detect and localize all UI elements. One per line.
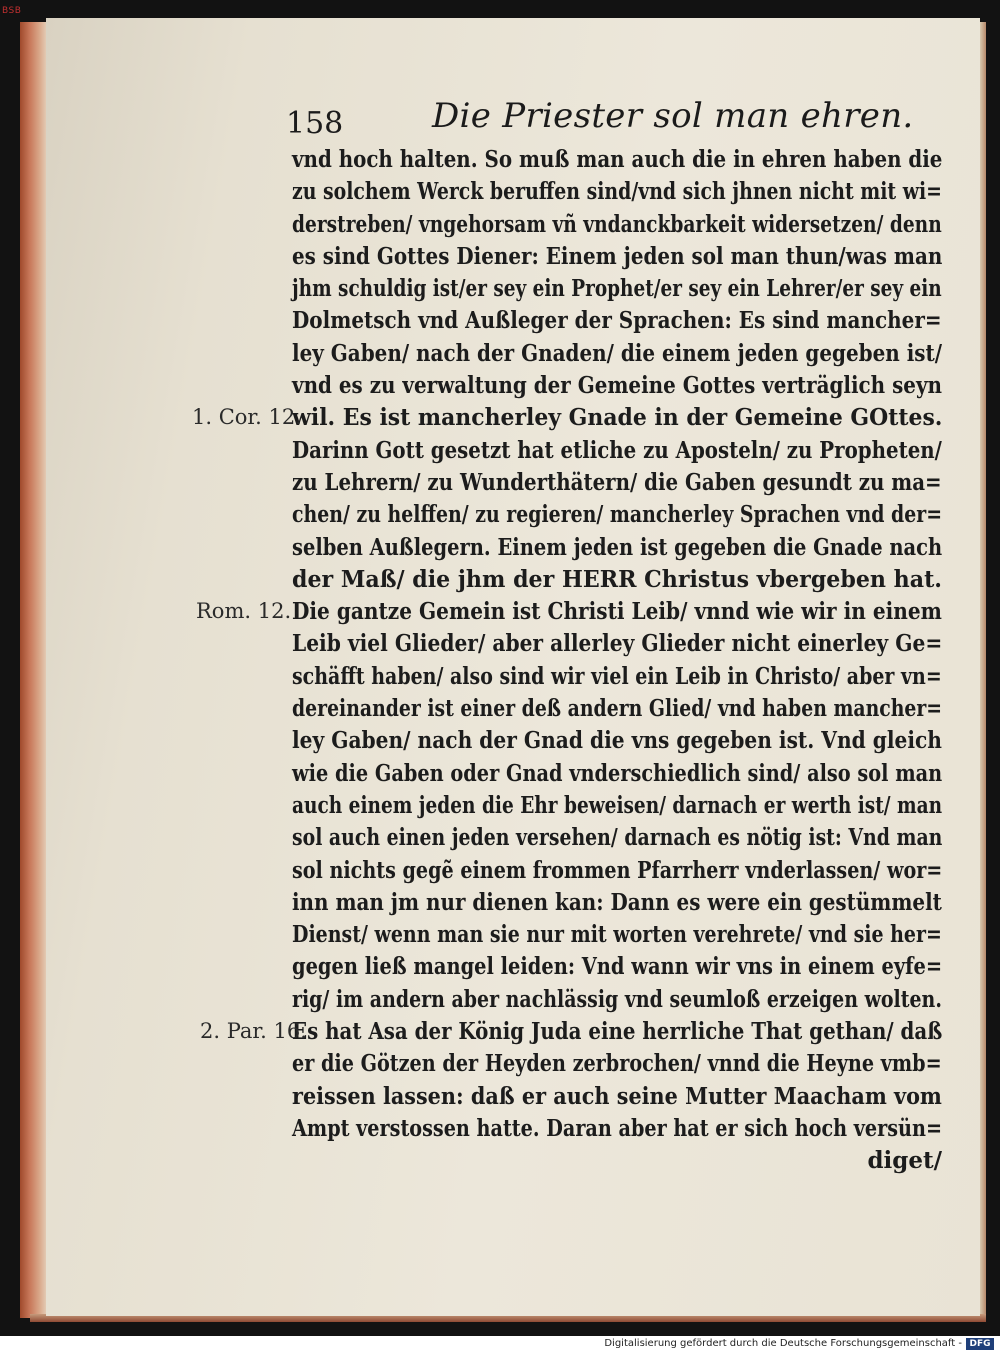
page-edge-right [980, 22, 986, 1322]
text-line: sol nichts gegẽ einem frommen Pfarrherr vnderlassen/ wor= [292, 856, 943, 884]
footer-credit: Digitalisierung gefördert durch die Deutsche Forschungsgemeinschaft - [604, 1338, 962, 1349]
page-number: 158 [286, 106, 344, 141]
text-line: dereinander ist einer deß andern Glied/ vnd haben mancher= [292, 695, 943, 723]
margin-note: Rom. 12. [196, 599, 292, 624]
text-line: ley Gaben/ nach der Gnad die vns gegeben ist. Vnd gleich [292, 727, 942, 755]
text-line: Darinn Gott gesetzt hat etliche zu Aposteln/ zu Propheten/ [292, 436, 942, 464]
text-line: Es hat Asa der König Juda eine herrliche That gethan/ daß [292, 1018, 943, 1046]
text-line: Ampt verstossen hatte. Daran aber hat er sich hoch versün= [292, 1114, 943, 1142]
text-line: derstreben/ vngehorsam vñ vndanckbarkeit widersetzen/ denn [292, 210, 942, 238]
text-line: ley Gaben/ nach der Gnaden/ die einem jeden gegeben ist/ [292, 339, 942, 367]
text-line: Dienst/ wenn man sie nur mit worten verehrete/ vnd sie her= [292, 921, 942, 949]
text-line: diget/ [867, 1147, 942, 1175]
text-line: sol auch einen jeden versehen/ darnach es nötig ist: Vnd man [292, 824, 943, 852]
text-line: Dolmetsch vnd Außleger der Sprachen: Es sind mancher= [292, 307, 942, 335]
text-line: vnd es zu verwaltung der Gemeine Gottes verträglich seyn [292, 372, 942, 400]
page-edge-left [20, 22, 48, 1318]
text-line: inn man jm nur dienen kan: Dann es were ein gestümmelt [292, 888, 942, 916]
text-line: Leib viel Glieder/ aber allerley Glieder nicht einerley Ge= [292, 630, 943, 658]
dfg-logo: DFG [966, 1338, 994, 1350]
text-line: zu solchem Werck beruffen sind/vnd sich jhnen nicht mit wi= [292, 178, 942, 206]
text-line: auch einem jeden die Ehr beweisen/ darnach er werth ist/ man [292, 791, 943, 819]
body-text [292, 144, 942, 1178]
margin-note: 1. Cor. 12. [192, 405, 302, 430]
margin-note: 2. Par. 16. [200, 1019, 307, 1044]
text-line: er die Götzen der Heyden zerbrochen/ vnnd die Heyne vmb= [292, 1050, 942, 1078]
text-line: jhm schuldig ist/er sey ein Prophet/er sey ein Lehrer/er sey ein [292, 275, 942, 303]
text-line: der Maß/ die jhm der HERR Christus vbergeben hat. [292, 565, 943, 593]
text-line: zu Lehrern/ zu Wunderthätern/ die Gaben gesundt zu ma= [292, 468, 942, 496]
text-line: gegen ließ mangel leiden: Vnd wann wir vns in einem eyfe= [292, 953, 943, 981]
text-line: reissen lassen: daß er auch seine Mutter Maacham vom [292, 1082, 942, 1110]
text-line: vnd hoch halten. So muß man auch die in ehren haben die [292, 146, 943, 173]
page-header-title: Die Priester sol man ehren. [432, 96, 914, 136]
text-line: es sind Gottes Diener: Einem jeden sol man thun/was man [292, 242, 943, 270]
text-line: schäfft haben/ also sind wir viel ein Leib in Christo/ aber vn= [292, 662, 942, 690]
text-line: wil. Es ist mancherley Gnade in der Gemeine GOttes. [292, 404, 943, 432]
text-line: Die gantze Gemein ist Christi Leib/ vnnd wie wir in einem [292, 598, 942, 626]
running-head [286, 96, 914, 146]
text-line: wie die Gaben oder Gnad vnderschiedlich sind/ also sol man [292, 759, 943, 787]
text-line: chen/ zu helffen/ zu regieren/ mancherley Sprachen vnd der= [292, 501, 943, 529]
text-line: rig/ im andern aber nachlässig vnd seumloß erzeigen wolten. [292, 985, 942, 1013]
text-line: selben Außlegern. Einem jeden ist gegeben die Gnade nach [292, 533, 943, 561]
library-mark: BSB [2, 6, 22, 16]
